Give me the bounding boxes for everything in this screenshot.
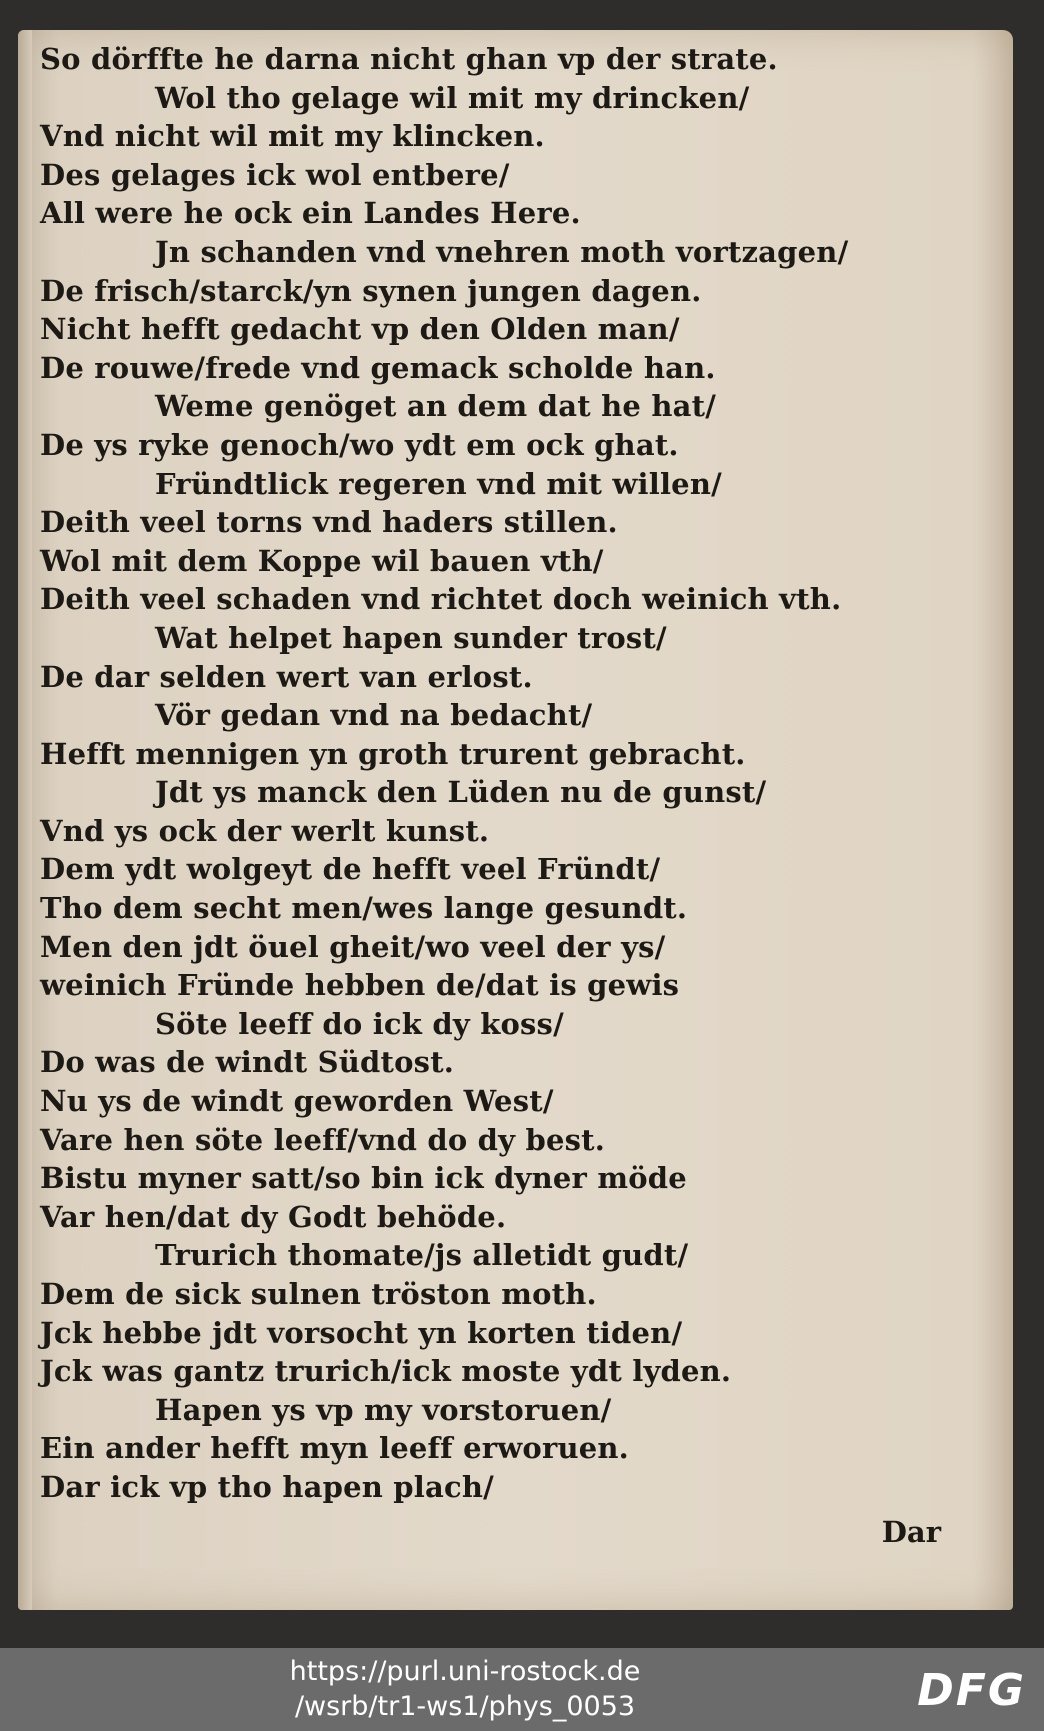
permalink[interactable] — [0, 1654, 930, 1724]
verse-line: De ys ryke genoch/wo ydt em ock ghat. — [40, 427, 679, 462]
verse-line: Hapen ys vp my vorstoruen/ — [155, 1392, 612, 1427]
verse-line: Vör gedan vnd na bedacht/ — [155, 698, 593, 733]
catchword: Dar — [881, 1515, 941, 1549]
verse-line: Jn schanden vnd vnehren moth vortzagen/ — [155, 234, 849, 269]
verse-line: Deith veel schaden vnd richtet doch weinich vth. — [40, 582, 842, 617]
verse-line: Vnd nicht wil mit my klincken. — [40, 119, 545, 154]
verse-line: Dar ick vp tho hapen plach/ — [40, 1469, 494, 1504]
verse-line: Dem de sick sulnen tröston moth. — [40, 1277, 597, 1311]
verse-line: Jdt ys manck den Lüden nu de gunst/ — [155, 775, 767, 810]
verse-line: Dem ydt wolgeyt de hefft veel Fründt/ — [40, 852, 661, 887]
verse-line: Deith veel torns vnd haders stillen. — [40, 505, 618, 540]
verse-line: Wat helpet hapen sunder trost/ — [155, 620, 667, 655]
verse-line: All were he ock ein Landes Here. — [40, 196, 581, 231]
verse-line: Nicht hefft gedacht vp den Olden man/ — [40, 312, 680, 347]
verse-line: Ein ander hefft myn leeff erworuen. — [40, 1431, 629, 1466]
verse-line: De frisch/starck/yn synen jungen dagen. — [40, 273, 702, 308]
verse-line: Do was de windt Südtost. — [40, 1045, 455, 1080]
verse-line: Jck was gantz trurich/ick moste ydt lyden. — [40, 1354, 732, 1389]
verse-text-block — [40, 40, 970, 1507]
verse-line: Tho dem secht men/wes lange gesundt. — [40, 891, 688, 926]
verse-line: Söte leeff do ick dy koss/ — [155, 1006, 564, 1041]
page-binding-edge — [18, 30, 32, 1610]
verse-line: Wol mit dem Koppe wil bauen vth/ — [40, 543, 604, 578]
verse-line: De dar selden wert van erlost. — [40, 659, 533, 694]
verse-line: Men den jdt öuel gheit/wo veel der ys/ — [40, 929, 666, 964]
verse-line: Jck hebbe jdt vorsocht yn korten tiden/ — [40, 1315, 683, 1350]
verse-line: Trurich thomate/js alletidt gudt/ — [155, 1238, 689, 1273]
footer-bar — [0, 1648, 1044, 1731]
verse-line: weinich Fründe hebben de/dat is gewis — [40, 968, 680, 1003]
scanned-page — [18, 30, 1013, 1610]
verse-line: Vare hen söte leeff/vnd do dy best. — [40, 1122, 606, 1157]
verse-line: Wol tho gelage wil mit my drincken/ — [155, 80, 750, 115]
dfg-logo: DFG — [917, 1664, 1026, 1716]
verse-line: De rouwe/frede vnd gemack scholde han. — [40, 350, 716, 385]
verse-line: Fründtlick regeren vnd mit willen/ — [155, 466, 722, 501]
permalink-line-1[interactable]: https://purl.uni-rostock.de — [289, 1656, 641, 1687]
verse-line: Hefft mennigen yn groth trurent gebracht. — [40, 736, 746, 771]
permalink-line-2[interactable]: /wsrb/tr1-ws1/phys_0053 — [294, 1691, 636, 1722]
verse-line: Des gelages ick wol entbere/ — [40, 157, 510, 192]
verse-line: Var hen/dat dy Godt behöde. — [40, 1199, 507, 1234]
verse-line: So dörffte he darna nicht ghan vp der strate. — [40, 42, 778, 76]
verse-line: Weme genöget an dem dat he hat/ — [155, 389, 716, 424]
verse-line: Bistu myner satt/so bin ick dyner möde — [40, 1161, 687, 1196]
verse-line: Nu ys de windt geworden West/ — [40, 1084, 554, 1119]
verse-line: Vnd ys ock der werlt kunst. — [40, 813, 490, 848]
